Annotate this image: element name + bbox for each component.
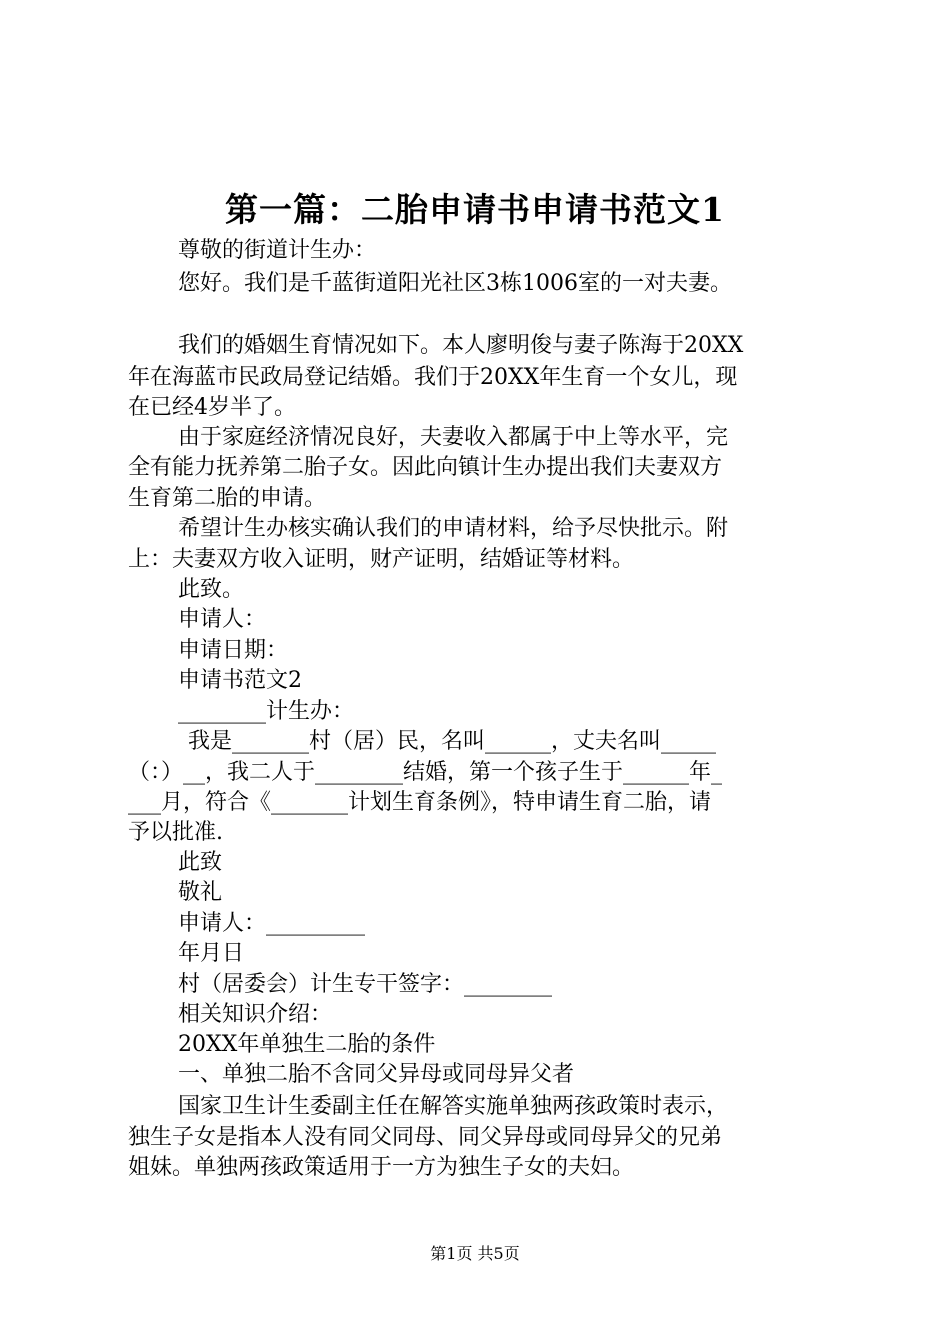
paragraph-line: 希望计生办核实确认我们的申请材料，给予尽快批示。附: [178, 516, 729, 541]
form-line: （：）__，我二人于________结婚，第一个孩子生于______年_: [128, 760, 723, 785]
applicant-line: 申请人：_________: [178, 911, 366, 936]
applicant-line: 申请人：: [178, 607, 267, 632]
paragraph-line: 上：夫妻双方收入证明，财产证明，结婚证等材料。: [128, 547, 635, 572]
salutation-line: 尊敬的街道计生办：: [178, 238, 377, 263]
addressee-line: ________计生办：: [178, 699, 355, 724]
paragraph-line: 在已经4岁半了。: [128, 395, 296, 420]
date-line: 年月日: [178, 941, 245, 966]
paragraph-line: 国家卫生计生委副主任在解答实施单独两孩政策时表示，: [178, 1094, 729, 1119]
document-title: 第一篇：二胎申请书申请书范文1: [225, 190, 725, 229]
form-line: 我是_______村（居）民，名叫______，丈夫名叫_____: [188, 729, 717, 754]
paragraph-line: 独生子女是指本人没有同父同母、同父异母或同母异父的兄弟: [128, 1125, 723, 1150]
form-line: 予以批准.: [128, 820, 223, 845]
section-heading: 相关知识介绍：: [178, 1002, 333, 1027]
paragraph-line: 姐妹。单独两孩政策适用于一方为独生子女的夫妇。: [128, 1155, 635, 1180]
date-line: 申请日期：: [178, 638, 289, 663]
greeting-line: 您好。我们是千蓝街道阳光社区3栋1006室的一对夫妻。: [178, 271, 732, 296]
signature-line: 村（居委会）计生专干签字：________: [178, 972, 553, 997]
paragraph-line: 由于家庭经济情况良好，夫妻收入都属于中上等水平，完: [178, 425, 729, 450]
paragraph-line: 年在海蓝市民政局登记结婚。我们于20XX年生育一个女儿，现: [128, 365, 738, 390]
section-heading: 申请书范文2: [178, 668, 302, 693]
paragraph-line: 全有能力抚养第二胎子女。因此向镇计生办提出我们夫妻双方: [128, 455, 723, 480]
closing-line: 此致。: [178, 577, 245, 602]
closing-line: 此致: [178, 850, 223, 875]
section-heading: 一、单独二胎不含同父异母或同母异父者: [178, 1062, 575, 1087]
paragraph-line: 我们的婚姻生育情况如下。本人廖明俊与妻子陈海于20XX: [178, 333, 744, 358]
paragraph-line: 生育第二胎的申请。: [128, 486, 327, 511]
page-footer: 第1页 共5页: [430, 1244, 520, 1263]
closing-line: 敬礼: [178, 880, 223, 905]
form-line: ___月，符合《_______计划生育条例》，特申请生育二胎，请: [128, 790, 712, 815]
section-heading: 20XX年单独生二胎的条件: [178, 1032, 436, 1057]
